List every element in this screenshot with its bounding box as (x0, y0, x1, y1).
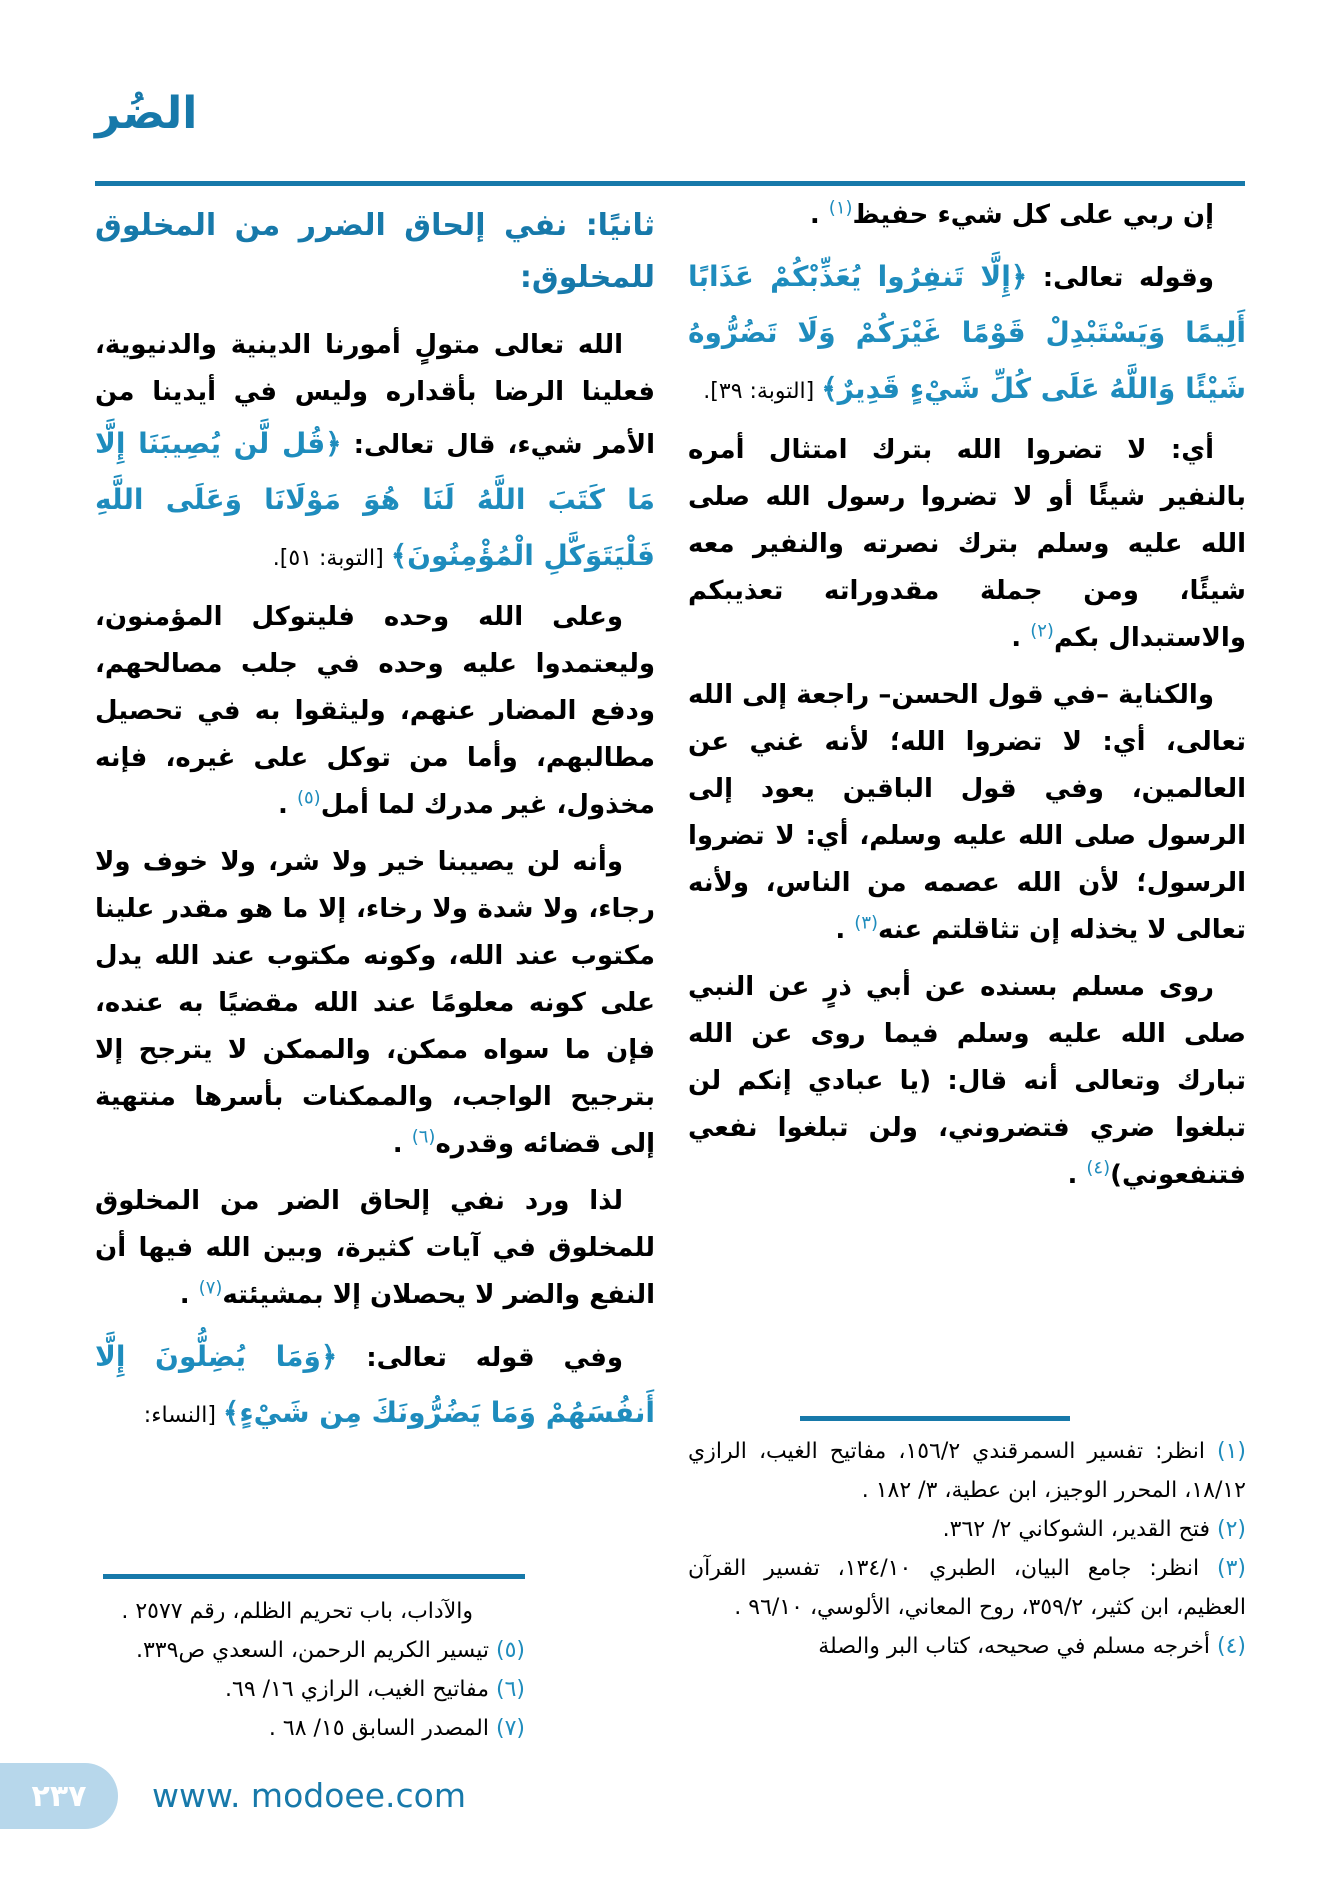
footnote-ref-2: (٢) (1030, 620, 1054, 642)
quran-verse-nisa: ﴿وَمَا يُضِلُّونَ إِلَّا أَنفُسَهُمْ وَمَا يَضُرُّونَكَ مِن شَيْءٍ﴾ (95, 1340, 655, 1429)
paragraph (95, 1178, 655, 1319)
footnote-7 (95, 1709, 525, 1748)
footnote-text: انظر: تفسير السمرقندي ١٥٦/٢، مفاتيح الغيب، الرازي ١٨/١٢، المحرر الوجيز، ابن عطية، ٣/ ١٨٢ . (688, 1439, 1246, 1503)
column-left (95, 200, 655, 1560)
footnote-ref-1: (١) (828, 197, 853, 219)
footnote-number: (٢) (1216, 1517, 1246, 1542)
body-text: روى مسلم بسنده عن أبي ذرٍ عن النبي صلى الله عليه وسلم فيما روى عن الله تبارك وتعالى أنه قال: (يا عبادي إنكم لن تبلغوا ضري فتضروني، ولن تبلغوا نفعي فتنفعوني) (688, 972, 1246, 1190)
header-rule (95, 181, 1245, 186)
body-text: . (278, 790, 297, 820)
footnotes-left (95, 1592, 525, 1748)
body-text: إن ربي على كل شيء حفيظ (852, 200, 1214, 230)
body-text: وعلى الله وحده فليتوكل المؤمنون، وليعتمدوا عليه وحده في جلب مصالحهم، ودفع المضار عنهم، وليثقوا به في تحصيل مطالبهم، وأما من توكل على غيره، فإنه مخذول، غير مدرك لما أمل (95, 602, 655, 820)
footnote-number: (٥) (495, 1638, 525, 1663)
ayah-reference: [التوبة: ٣٩]. (703, 379, 822, 404)
footnote-ref-3: (٣) (854, 912, 879, 934)
footnotes-right (688, 1432, 1246, 1666)
footnote-ref-4: (٤) (1086, 1157, 1111, 1179)
body-text: . (179, 1280, 199, 1310)
footnote-ref-7: (٧) (198, 1277, 223, 1299)
footnote-3 (688, 1549, 1246, 1627)
footnote-4 (688, 1627, 1246, 1666)
footnote-separator-right (800, 1416, 1070, 1421)
paragraph (95, 322, 655, 584)
paragraph (95, 839, 655, 1168)
footnote-text: تيسير الكريم الرحمن، السعدي ص٣٣٩. (135, 1638, 489, 1663)
body-text: وأنه لن يصيبنا خير ولا شر، ولا خوف ولا رجاء، ولا شدة ولا رخاء، إلا ما هو مقدر علينا مكتوب عند الله، وكونه مكتوب عند الله يدل على كونه معلومًا عند الله مقضيًا به عنده، فإن ما سواه ممكن، والممكن لا يترجح إلا بترجيح الواجب، والممكنات بأسرها منتهية إلى قضائه وقدره (95, 847, 655, 1159)
footnote-number: (٧) (495, 1716, 525, 1741)
website-url[interactable]: www. modoee.com (152, 1776, 466, 1815)
footnote-1 (688, 1432, 1246, 1510)
footnote-5 (95, 1631, 525, 1670)
body-text: أي: لا تضروا الله بترك امتثال أمره بالنفير شيئًا أو لا تضروا رسول الله صلى الله عليه وسلم بترك نصرته والنفير معه شيئًا، ومن جملة مقدوراته تعذيبكم والاستبدال بكم (688, 435, 1246, 653)
footnote-text: مفاتيح الغيب، الرازي ١٦/ ٦٩. (225, 1677, 489, 1702)
paragraph (688, 964, 1246, 1199)
footnote-number: (١) (1216, 1439, 1246, 1464)
page-number: ٢٣٧ (31, 1778, 87, 1814)
body-text: . (1067, 1160, 1087, 1190)
ayah-reference: [النساء: (143, 1403, 223, 1428)
section-heading: ثانيًا: نفي إلحاق الضرر من المخلوق للمخلوق: (95, 208, 655, 295)
paragraph (688, 249, 1246, 417)
footnote-separator-left (103, 1574, 525, 1579)
body-text: وفي قوله تعالى: (337, 1343, 624, 1373)
footnote-text: أخرجه مسلم في صحيحه، كتاب البر والصلة (818, 1634, 1210, 1659)
ayah-reference: [التوبة: ٥١]. (272, 546, 391, 571)
footnote-text: انظر: جامع البيان، الطبري ١٣٤/١٠، تفسير القرآن العظيم، ابن كثير، ٣٥٩/٢، روح المعاني، الألوسي، ٩٦/١٠ . (688, 1556, 1246, 1620)
footnote-4-continuation: والآداب، باب تحريم الظلم، رقم ٢٥٧٧ . (121, 1599, 473, 1624)
footnote-2 (688, 1510, 1246, 1549)
page-header-title: الضُر (95, 88, 198, 139)
footnote-number: (٣) (1217, 1556, 1247, 1581)
paragraph (688, 672, 1246, 954)
paragraph (95, 1329, 655, 1441)
body-text: لذا ورد نفي إلحاق الضر من المخلوق للمخلوق في آيات كثيرة، وبين الله فيها أن النفع والضر لا يحصلان إلا بمشيئته (95, 1186, 655, 1310)
footnote-text: فتح القدير، الشوكاني ٢/ ٣٦٢. (942, 1517, 1210, 1542)
body-text: . (809, 200, 829, 230)
paragraph (688, 192, 1246, 239)
body-text: . (1011, 623, 1031, 653)
footnote-number: (٦) (495, 1677, 525, 1702)
footnote-ref-5: (٥) (296, 787, 321, 809)
quran-verse-tawbah-51: ﴿قُل لَّن يُصِيبَنَا إِلَّا مَا كَتَبَ اللَّهُ لَنَا هُوَ مَوْلَانَا وَعَلَى اللَّهِ فَلْيَتَوَكَّلِ الْمُؤْمِنُونَ﴾ (95, 427, 655, 572)
column-right (688, 192, 1246, 1422)
body-text: . (392, 1129, 412, 1159)
footnote-ref-6: (٦) (411, 1126, 436, 1148)
footnote-text: المصدر السابق ١٥/ ٦٨ . (268, 1716, 489, 1741)
quran-verse-tawbah-39: ﴿إِلَّا تَنفِرُوا يُعَذِّبْكُمْ عَذَابًا أَلِيمًا وَيَسْتَبْدِلْ قَوْمًا غَيْرَكُمْ وَلَا تَضُرُّوهُ شَيْئًا وَاللَّهُ عَلَى كُلِّ شَيْءٍ قَدِيرٌ﴾ (688, 260, 1246, 405)
body-text: . (835, 915, 855, 945)
paragraph (688, 427, 1246, 662)
paragraph (95, 594, 655, 829)
body-text: والكناية –في قول الحسن– راجعة إلى الله تعالى، أي: لا تضروا الله؛ لأنه غني عن العالمين، وفي قول الباقين يعود إلى الرسول صلى الله عليه وسلم، أي: لا تضروا الرسول؛ لأن الله عصمه من الناس، ولأنه تعالى لا يخذله إن تثاقلتم عنه (688, 680, 1246, 945)
footnote-number: (٤) (1216, 1634, 1246, 1659)
footnote-6 (95, 1670, 525, 1709)
body-text: وقوله تعالى: (1027, 263, 1214, 293)
body-text: الله تعالى متولٍ أمورنا الدينية والدنيوية، فعلينا الرضا بأقداره وليس في أيدينا من الأمر شيء، قال تعالى: (95, 330, 655, 460)
page-number-badge (0, 1763, 118, 1829)
